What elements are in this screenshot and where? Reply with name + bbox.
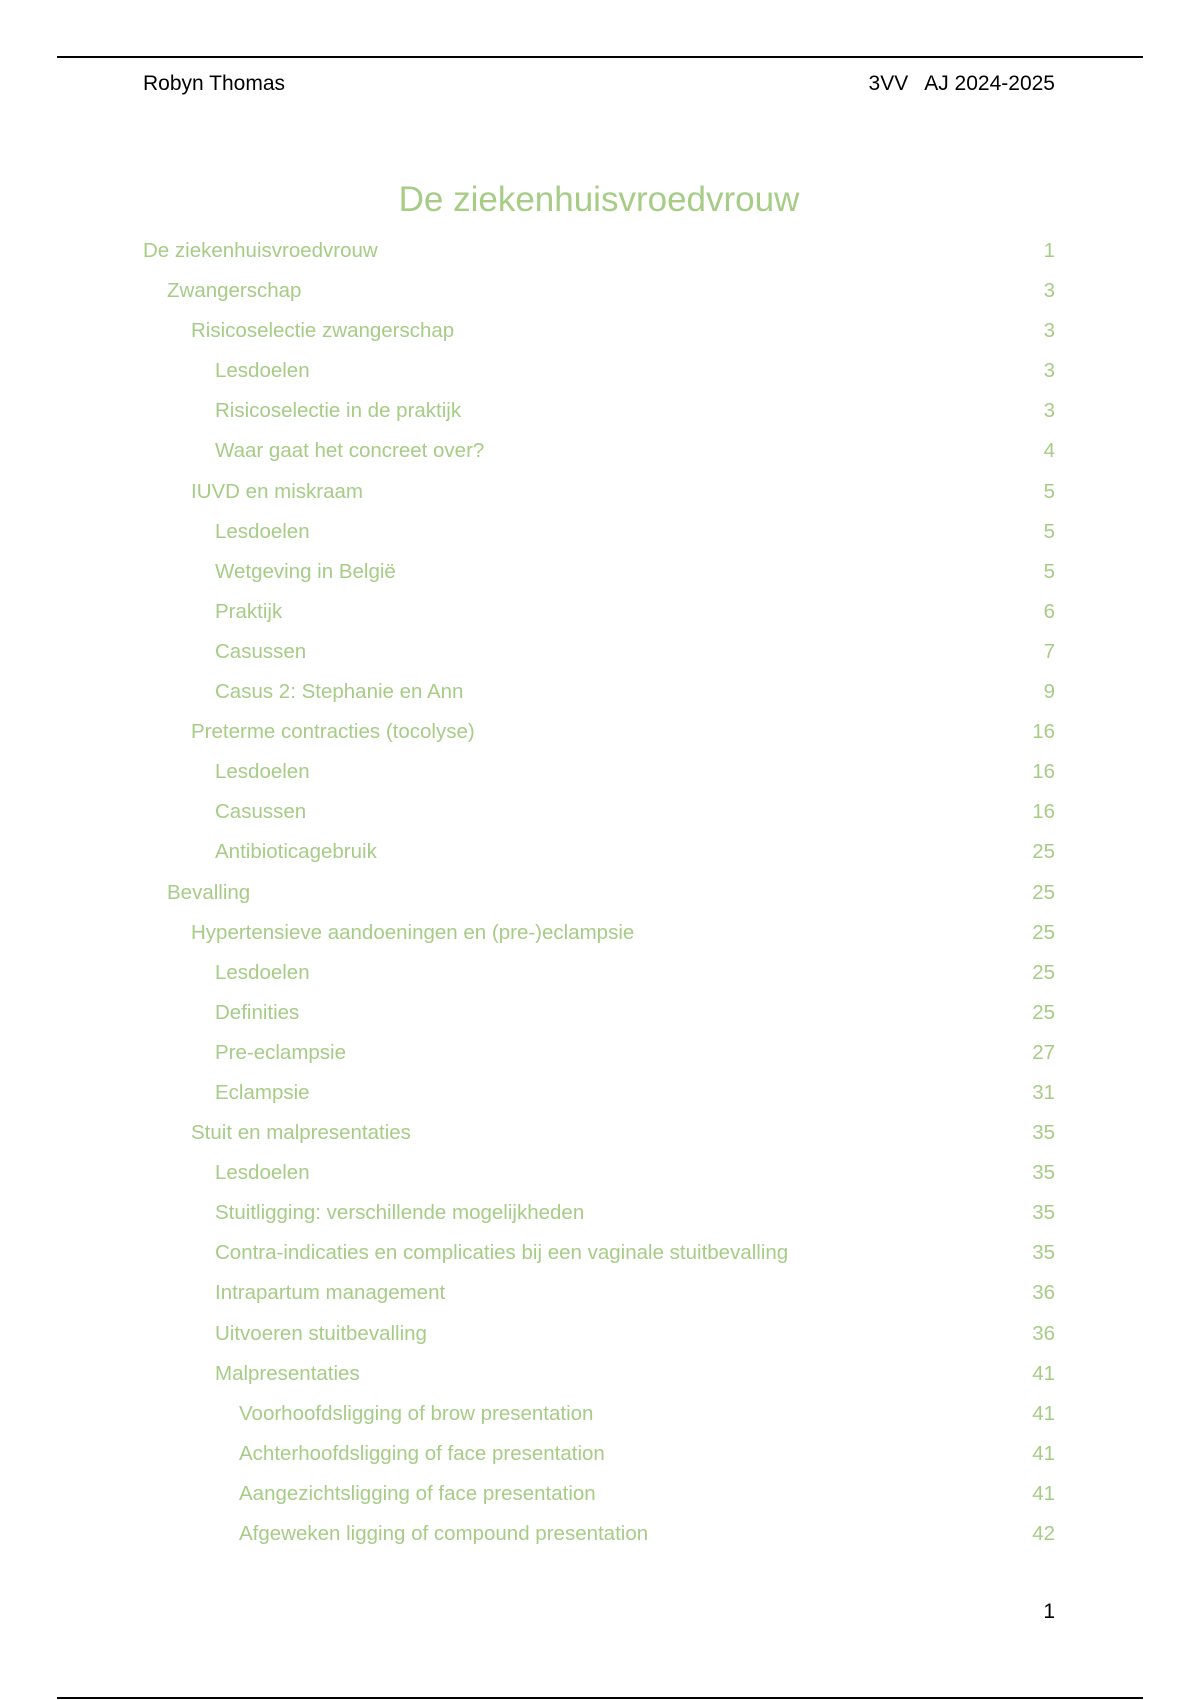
toc-entry[interactable]: [143, 552, 1055, 592]
toc-entry[interactable]: [143, 1394, 1055, 1434]
document-title: De ziekenhuisvroedvrouw: [398, 180, 800, 219]
toc-entry-page[interactable]: 41: [1032, 1401, 1055, 1425]
toc-entry-label[interactable]: Antibioticagebruik: [215, 840, 377, 864]
toc-entry-page[interactable]: 25: [1032, 1000, 1055, 1024]
toc-entry[interactable]: [143, 632, 1055, 672]
toc-entry[interactable]: [143, 592, 1055, 632]
header-rule: [57, 56, 1143, 58]
toc-entry[interactable]: [143, 231, 1055, 271]
toc-entry-label[interactable]: Contra-indicaties en complicaties bij een vaginale stuitbevalling: [215, 1241, 789, 1265]
toc-entry-label[interactable]: Malpresentaties: [215, 1361, 360, 1385]
toc-entry-label[interactable]: Casus 2: Stephanie en Ann: [215, 680, 464, 704]
toc-entry-label[interactable]: Stuitligging: verschillende mogelijkheden: [215, 1201, 585, 1225]
toc-entry[interactable]: [143, 1153, 1055, 1193]
toc-entry[interactable]: [143, 672, 1055, 712]
toc-entry-page[interactable]: 5: [1043, 519, 1055, 543]
toc-entry[interactable]: [143, 1073, 1055, 1113]
toc-entry-label[interactable]: Lesdoelen: [215, 359, 310, 383]
toc-entry-page[interactable]: 3: [1043, 359, 1055, 383]
toc-entry[interactable]: [143, 1314, 1055, 1354]
toc-entry-label[interactable]: Eclampsie: [215, 1080, 310, 1104]
toc-entry-label[interactable]: Bevalling: [167, 880, 251, 904]
toc-entry[interactable]: [143, 1514, 1055, 1554]
toc-entry-page[interactable]: 27: [1032, 1040, 1055, 1064]
toc-entry-label[interactable]: Voorhoofdsligging of brow presentation: [239, 1401, 594, 1425]
toc-entry-page[interactable]: 25: [1032, 880, 1055, 904]
toc-entry-page[interactable]: 42: [1032, 1522, 1055, 1545]
toc-entry-label[interactable]: Intrapartum management: [215, 1281, 446, 1305]
toc-entry-label[interactable]: Definities: [215, 1000, 300, 1024]
academic-year: AJ 2024-2025: [924, 72, 1055, 95]
toc-entry-page[interactable]: 3: [1043, 399, 1055, 423]
toc-entry-page[interactable]: 16: [1032, 800, 1055, 824]
toc-entry[interactable]: [143, 1193, 1055, 1233]
toc-entry-label[interactable]: Lesdoelen: [215, 1161, 310, 1185]
toc-entry[interactable]: [143, 712, 1055, 752]
toc-entry-label[interactable]: Lesdoelen: [215, 519, 310, 543]
toc-entry[interactable]: [143, 993, 1055, 1033]
toc-entry-label[interactable]: Hypertensieve aandoeningen en (pre-)eclampsie: [191, 920, 635, 944]
toc-entry-label[interactable]: IUVD en miskraam: [191, 479, 364, 503]
toc-entry-page[interactable]: 36: [1032, 1281, 1055, 1305]
toc-entry-label[interactable]: Risicoselectie zwangerschap: [191, 319, 455, 343]
toc-entry-label[interactable]: Wetgeving in België: [215, 559, 396, 583]
toc-entry[interactable]: [143, 953, 1055, 993]
table-of-contents: [143, 231, 1055, 1554]
toc-entry-page[interactable]: 16: [1032, 720, 1055, 744]
toc-entry-page[interactable]: 3: [1043, 279, 1055, 303]
toc-entry-label[interactable]: Uitvoeren stuitbevalling: [215, 1321, 427, 1345]
toc-entry-page[interactable]: 25: [1032, 920, 1055, 944]
toc-entry-page[interactable]: 5: [1043, 479, 1055, 503]
toc-entry-page[interactable]: 5: [1043, 559, 1055, 583]
toc-entry-label[interactable]: Lesdoelen: [215, 960, 310, 984]
toc-entry-label[interactable]: Praktijk: [215, 599, 283, 623]
toc-entry-label[interactable]: Casussen: [215, 639, 307, 663]
toc-entry-label[interactable]: Zwangerschap: [167, 279, 302, 303]
toc-entry[interactable]: [143, 351, 1055, 391]
page-header: [143, 72, 1055, 100]
toc-entry-label[interactable]: Lesdoelen: [215, 760, 310, 784]
toc-entry[interactable]: [143, 1033, 1055, 1073]
toc-entry[interactable]: [143, 832, 1055, 872]
toc-entry[interactable]: [143, 792, 1055, 832]
toc-entry-page[interactable]: 1: [1043, 239, 1055, 262]
toc-entry-label[interactable]: Waar gaat het concreet over?: [215, 439, 485, 463]
toc-entry[interactable]: [143, 913, 1055, 953]
toc-entry-page[interactable]: 6: [1043, 599, 1055, 623]
toc-entry-label[interactable]: Casussen: [215, 800, 307, 824]
toc-entry-page[interactable]: 3: [1043, 319, 1055, 343]
page-number: 1: [1043, 1600, 1055, 1623]
toc-entry-page[interactable]: 36: [1032, 1321, 1055, 1345]
toc-entry[interactable]: [143, 472, 1055, 512]
author-name: Robyn Thomas: [143, 72, 286, 95]
toc-entry-page[interactable]: 25: [1032, 840, 1055, 864]
class-code: 3VV: [868, 72, 909, 95]
toc-entry-page[interactable]: 35: [1032, 1201, 1055, 1225]
toc-entry-page[interactable]: 4: [1043, 439, 1055, 463]
toc-entry-page[interactable]: 16: [1032, 760, 1055, 784]
toc-entry-label[interactable]: Achterhoofdsligging of face presentation: [239, 1441, 605, 1465]
toc-entry-page[interactable]: 35: [1032, 1241, 1055, 1265]
toc-entry-page[interactable]: 41: [1032, 1441, 1055, 1465]
toc-entry-page[interactable]: 35: [1032, 1121, 1055, 1145]
toc-entry[interactable]: [143, 391, 1055, 431]
toc-entry-page[interactable]: 35: [1032, 1161, 1055, 1185]
toc-entry[interactable]: [143, 1273, 1055, 1313]
toc-entry[interactable]: [143, 1474, 1055, 1514]
toc-entry[interactable]: [143, 431, 1055, 471]
toc-entry-label[interactable]: De ziekenhuisvroedvrouw: [143, 239, 378, 262]
toc-entry[interactable]: [143, 1354, 1055, 1394]
toc-entry-page[interactable]: 31: [1032, 1080, 1055, 1104]
toc-entry-page[interactable]: 7: [1043, 639, 1055, 663]
toc-entry-label[interactable]: Aangezichtsligging of face presentation: [239, 1481, 596, 1505]
toc-entry[interactable]: [143, 1113, 1055, 1153]
course-info: [869, 72, 1055, 96]
toc-entry-label[interactable]: Afgeweken ligging of compound presentation: [239, 1522, 649, 1545]
toc-entry[interactable]: [143, 873, 1055, 913]
toc-entry[interactable]: [143, 271, 1055, 311]
toc-entry-label[interactable]: Pre-eclampsie: [215, 1040, 347, 1064]
toc-entry[interactable]: [143, 311, 1055, 351]
toc-entry-page[interactable]: 41: [1032, 1361, 1055, 1385]
toc-entry-label[interactable]: Stuit en malpresentaties: [191, 1121, 411, 1145]
toc-entry[interactable]: [143, 512, 1055, 552]
toc-entry[interactable]: [143, 1434, 1055, 1474]
toc-entry-page[interactable]: 25: [1032, 960, 1055, 984]
toc-entry-label[interactable]: Risicoselectie in de praktijk: [215, 399, 462, 423]
toc-entry[interactable]: [143, 752, 1055, 792]
footer-rule: [57, 1697, 1143, 1699]
toc-entry[interactable]: [143, 1233, 1055, 1273]
toc-entry-page[interactable]: 9: [1043, 680, 1055, 704]
toc-entry-label[interactable]: Preterme contracties (tocolyse): [191, 720, 475, 744]
toc-entry-page[interactable]: 41: [1032, 1481, 1055, 1505]
